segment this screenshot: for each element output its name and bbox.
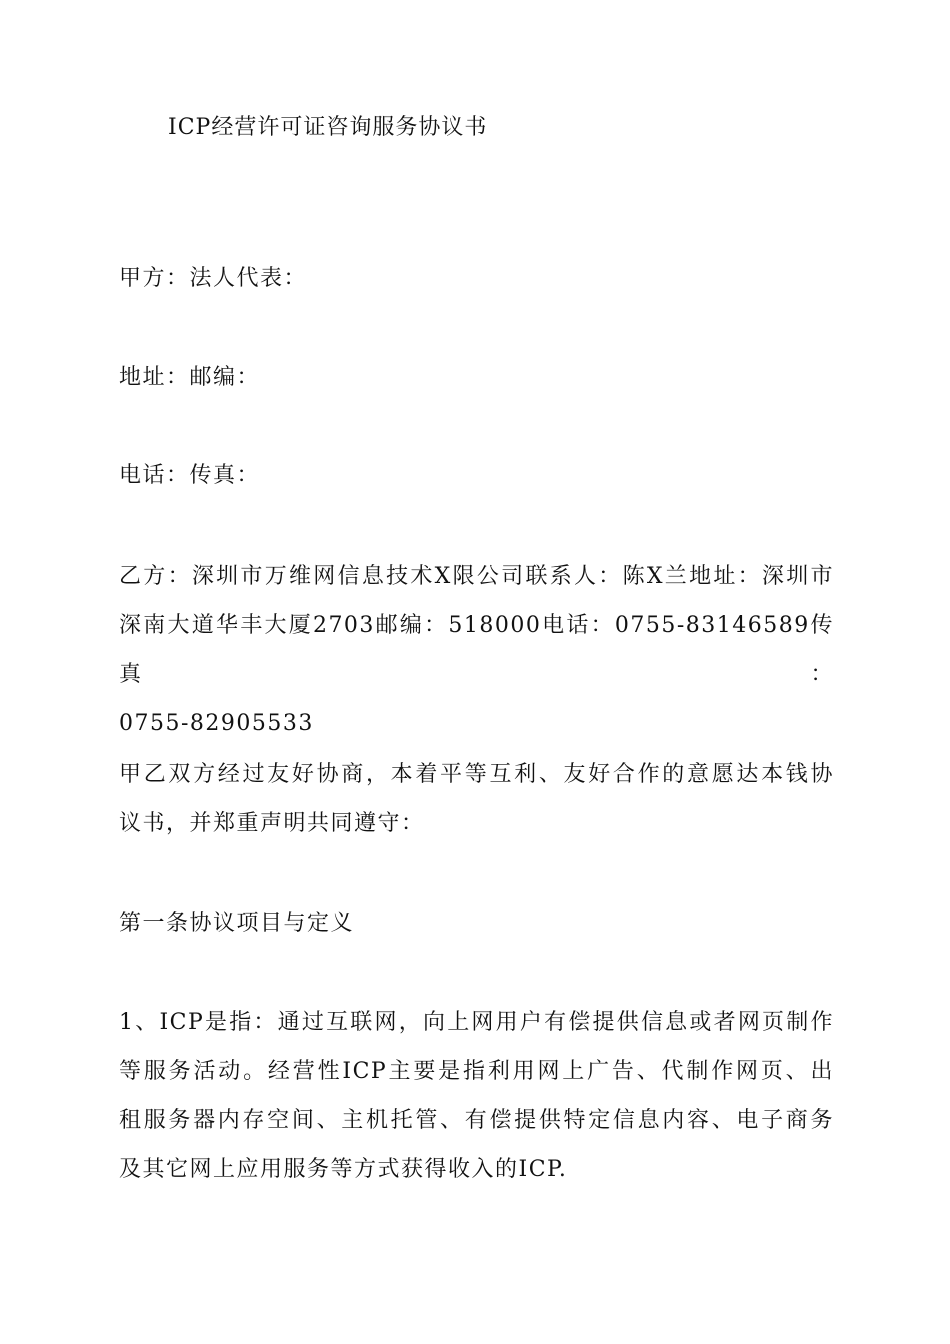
clause-line: 等服务活动。经营性ICP主要是指利用网上广告、代制作网页、出	[119, 1059, 834, 1084]
party-a-phone	[119, 451, 834, 500]
clause-line: 及其它网上应用服务等方式获得收入的ICP.	[119, 1157, 568, 1182]
article-1-clause-1	[119, 998, 834, 1194]
party-b-line: 乙方：深圳市万维网信息技术X限公司联系人：陈X兰地址：深圳市	[119, 564, 834, 589]
article-heading-line: 第一条协议项目与定义	[119, 911, 355, 936]
party-b-info	[119, 552, 834, 748]
preamble-line: 甲乙双方经过友好协商，本着平等互利、友好合作的意愿达本钱协	[119, 762, 834, 787]
party-a-rep-line: 甲方：法人代表：	[119, 266, 308, 291]
party-b-line: 深南大道华丰大厦2703邮编：518000电话：0755-83146589传真：	[119, 613, 834, 687]
preamble-paragraph	[119, 750, 834, 848]
clause-line: 1、ICP是指：通过互联网，向上网用户有偿提供信息或者网页制作	[119, 1010, 834, 1035]
party-a-phone-line: 电话：传真：	[119, 463, 261, 488]
document-title: ICP经营许可证咨询服务协议书	[168, 115, 488, 140]
party-a-address	[119, 353, 834, 402]
clause-line: 租服务器内存空间、主机托管、有偿提供特定信息内容、电子商务	[119, 1108, 834, 1133]
party-a-address-line: 地址：邮编：	[119, 365, 261, 390]
preamble-line: 议书，并郑重声明共同遵守：	[119, 811, 425, 836]
party-a-representative	[119, 254, 834, 303]
party-b-line: 0755-82905533	[119, 711, 314, 736]
article-1-heading	[119, 899, 834, 948]
